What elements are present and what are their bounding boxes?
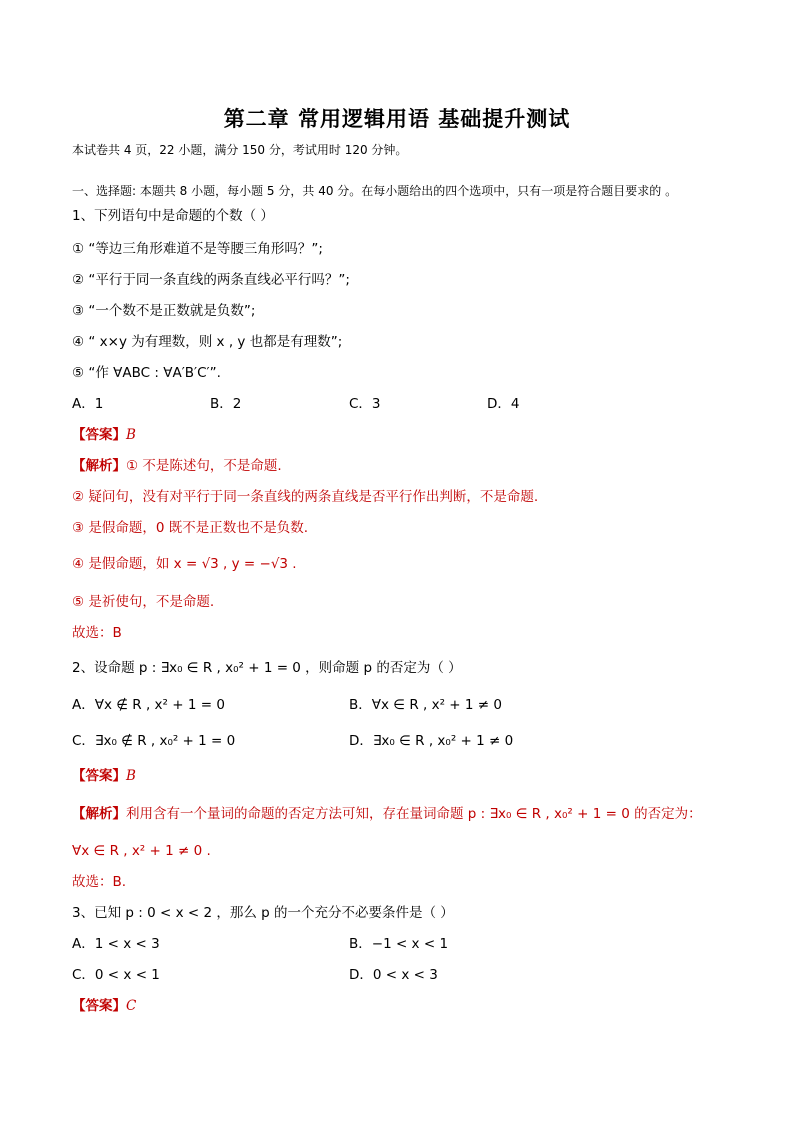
section-heading: 一、选择题: 本题共 8 小题，每小题 5 分，共 40 分。在每小题给出的四个选项中，只有一项是符合题目要求的 。 <box>72 184 678 198</box>
question-3-option-c: C．0 < x < 1 <box>72 967 160 983</box>
question-1-stem: 1、下列语句中是命题的个数（ ） <box>72 208 274 224</box>
question-1-item-1: ① “等边三角形难道不是等腰三角形吗？”; <box>72 241 323 257</box>
question-2-answer <box>72 767 136 785</box>
question-1-item-2: ② “平行于同一条直线的两条直线必平行吗？”; <box>72 272 350 288</box>
answer-value: B <box>126 768 136 784</box>
question-1-analysis-1 <box>72 457 282 475</box>
question-2-option-b: B．∀x ∈ R , x² + 1 ≠ 0 <box>349 697 502 713</box>
question-3-answer <box>72 997 136 1015</box>
question-2-analysis <box>72 805 702 823</box>
analysis-text: 利用含有一个量词的命题的否定方法可知，存在量词命题 p : ∃x₀ ∈ R , x₀² + 1 = 0 的否定为： <box>126 806 702 822</box>
question-2-conclusion: 故选：B. <box>72 874 127 890</box>
answer-label: 【答案】 <box>72 427 126 443</box>
question-1-analysis-2: ② 疑问句，没有对平行于同一条直线的两条直线是否平行作出判断，不是命题. <box>72 489 539 505</box>
question-1-item-5: ⑤ “作 ∀ABC : ∀A′B′C′”. <box>72 365 221 381</box>
question-2-option-d: D．∃x₀ ∈ R , x₀² + 1 ≠ 0 <box>349 733 514 749</box>
exam-intro: 本试卷共 4 页，22 小题，满分 150 分，考试用时 120 分钟。 <box>72 143 408 157</box>
question-1-analysis-5: ⑤ 是祈使句，不是命题. <box>72 594 215 610</box>
question-1-option-b: B．2 <box>210 396 242 412</box>
question-3-option-d: D．0 < x < 3 <box>349 967 438 983</box>
question-1-analysis-4: ④ 是假命题，如 x = √3 , y = −√3 . <box>72 556 297 572</box>
answer-value: B <box>126 427 136 443</box>
question-1-item-3: ③ “一个数不是正数就是负数”; <box>72 303 256 319</box>
question-2-stem: 2、设命题 p : ∃x₀ ∈ R , x₀² + 1 = 0 ，则命题 p 的否定为（ ） <box>72 660 462 676</box>
question-3-stem: 3、已知 p : 0 < x < 2 ，那么 p 的一个充分不必要条件是（ ） <box>72 905 454 921</box>
question-1-option-c: C．3 <box>349 396 381 412</box>
question-2-option-a: A．∀x ∉ R , x² + 1 = 0 <box>72 697 225 713</box>
question-1-item-4: ④ “ x×y 为有理数，则 x , y 也都是有理数”; <box>72 334 343 350</box>
question-1-conclusion: 故选：B <box>72 625 122 641</box>
question-1-analysis-3: ③ 是假命题，0 既不是正数也不是负数. <box>72 520 309 536</box>
answer-label: 【答案】 <box>72 768 126 784</box>
analysis-text: ① 不是陈述句，不是命题. <box>126 458 282 474</box>
question-1-option-d: D．4 <box>487 396 520 412</box>
analysis-label: 【解析】 <box>72 458 126 474</box>
answer-label: 【答案】 <box>72 998 126 1014</box>
question-1-answer <box>72 426 136 444</box>
answer-value: C <box>126 998 137 1014</box>
analysis-label: 【解析】 <box>72 806 126 822</box>
question-2-option-c: C．∃x₀ ∉ R , x₀² + 1 = 0 <box>72 733 236 749</box>
question-1-option-a: A．1 <box>72 396 104 412</box>
question-3-option-b: B．−1 < x < 1 <box>349 936 449 952</box>
question-3-option-a: A．1 < x < 3 <box>72 936 160 952</box>
question-2-analysis-2: ∀x ∈ R , x² + 1 ≠ 0 . <box>72 843 211 859</box>
page-title: 第二章 常用逻辑用语 基础提升测试 <box>223 106 571 131</box>
